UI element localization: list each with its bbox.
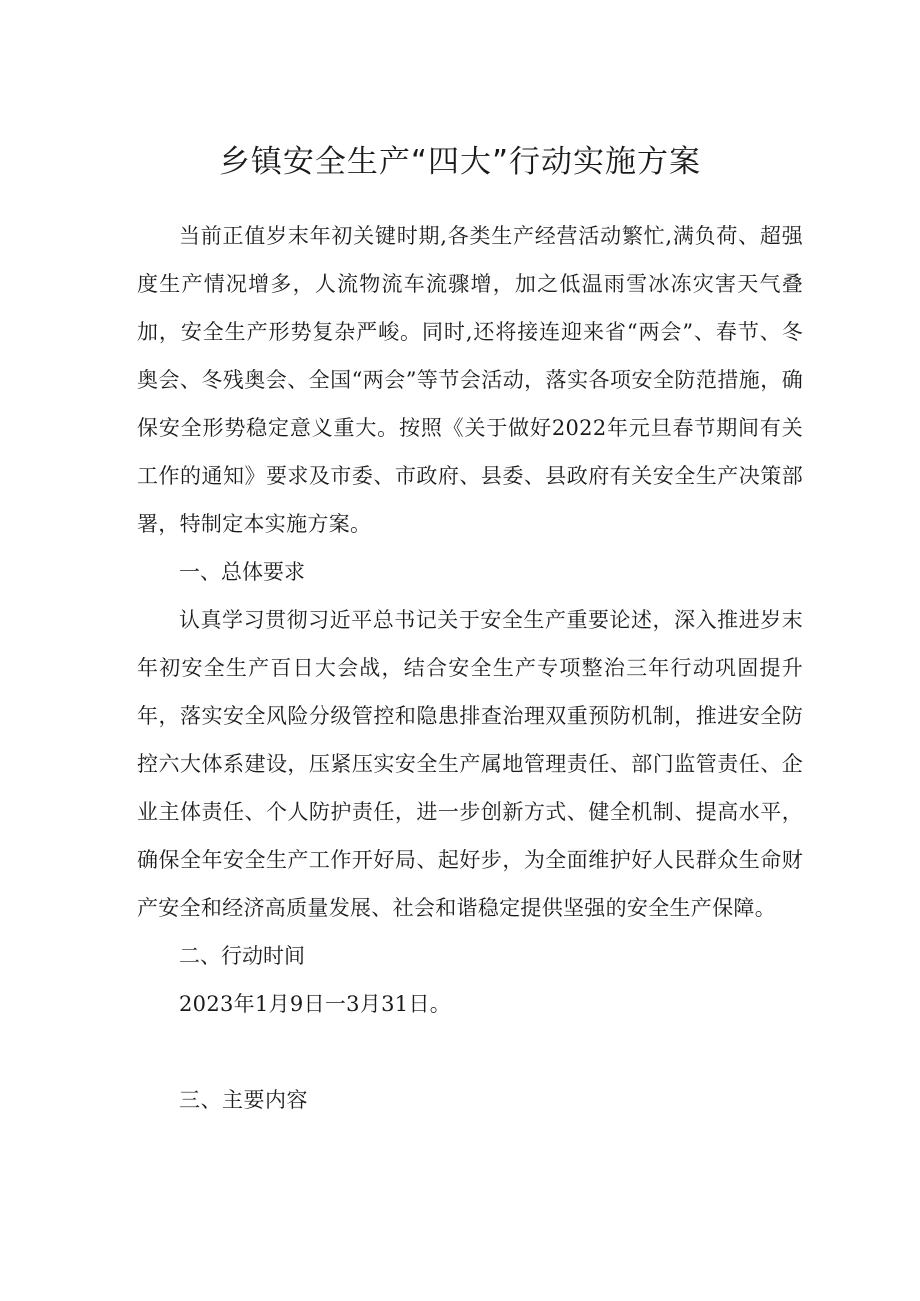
section-2-heading: 二、行动时间 (179, 944, 305, 968)
blank-line (137, 1028, 803, 1076)
section-1-heading: 一、总体要求 (179, 560, 305, 584)
document-body (137, 212, 803, 1124)
document-title: 乡镇安全生产“四大”行动实施方案 (218, 144, 702, 180)
section-1-paragraph: 认真学习贯彻习近平总书记关于安全生产重要论述，深入推进岁末年初安全生产百日大会战，结合安全生产专项整治三年行动巩固提升年，落实安全风险分级管控和隐患排查治理双重预防机制，推进安全防控六大体系建设，压紧压实安全生产属地管理责任、部门监管责任、企业主体责任、个人防护责任，进一步创新方式、健全机制、提高水平，确保全年安全生产工作开好局、起好步，为全面维护好人民群众生命财产安全和经济高质量发展、社会和谐稳定提供坚强的安全生产保障。 (137, 608, 803, 920)
section-3-heading: 三、主要内容 (179, 1088, 308, 1112)
section-2-paragraph: 2023年1月9日一3月31日。 (179, 992, 452, 1016)
intro-paragraph: 当前正值岁末年初关键时期,各类生产经营活动繁忙,满负荷、超强度生产情况增多，人流物流车流骤增，加之低温雨雪冰冻灾害天气叠加，安全生产形势复杂严峻。同时,还将接连迎来省“两会”、春节、冬奥会、冬残奥会、全国“两会”等节会活动，落实各项安全防范措施，确保安全形势稳定意义重大。按照《关于做好2022年元旦春节期间有关工作的通知》要求及市委、市政府、县委、县政府有关安全生产决策部署，特制定本实施方案。 (137, 224, 803, 536)
